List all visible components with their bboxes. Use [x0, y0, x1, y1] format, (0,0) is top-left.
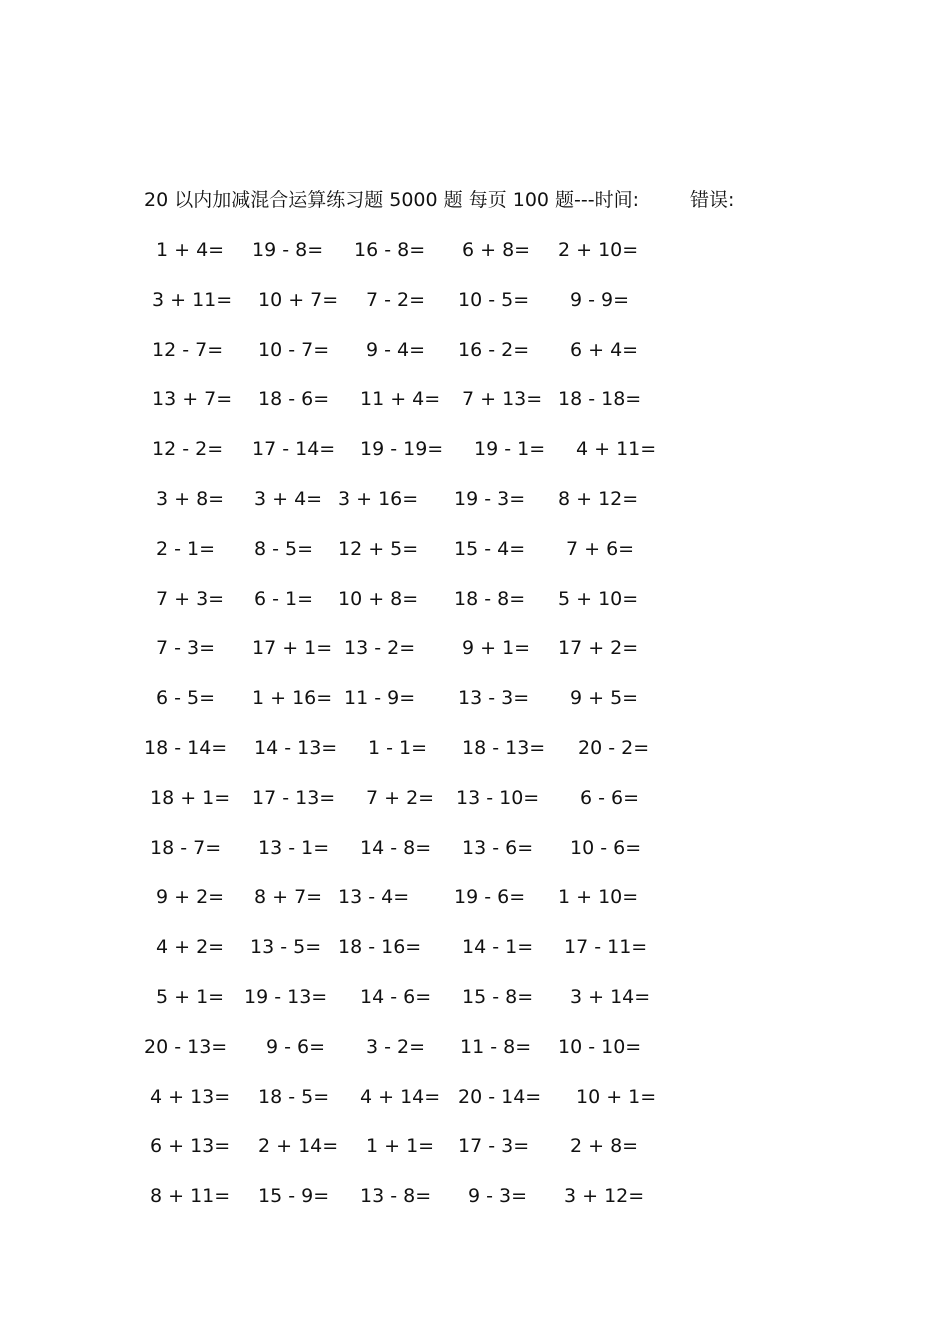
problem-item: 14 - 6=	[360, 985, 432, 1008]
problem-item: 18 + 1=	[150, 786, 231, 809]
problem-item: 4 + 14=	[360, 1085, 441, 1108]
problem-row	[144, 1132, 704, 1182]
problem-item: 3 - 2=	[366, 1035, 426, 1058]
problem-row	[144, 385, 704, 435]
problem-item: 13 - 6=	[462, 836, 534, 859]
problem-item: 18 - 8=	[454, 587, 526, 610]
problem-item: 17 - 11=	[564, 936, 648, 959]
problem-row	[144, 834, 704, 884]
problem-item: 9 - 9=	[570, 288, 630, 311]
problem-item: 18 - 7=	[150, 836, 222, 859]
worksheet-title: 20 以内加减混合运算练习题 5000 题 每页 100 题---时间:	[144, 189, 640, 211]
problem-row	[144, 634, 704, 684]
problem-item: 9 + 5=	[570, 687, 639, 710]
problem-item: 15 - 9=	[258, 1185, 330, 1208]
problem-item: 19 - 13=	[244, 985, 328, 1008]
problem-item: 13 - 2=	[344, 637, 416, 660]
problem-item: 19 - 8=	[252, 239, 324, 261]
problem-item: 3 + 4=	[254, 487, 323, 510]
problem-item: 19 - 19=	[360, 438, 444, 461]
problem-item: 7 - 3=	[156, 637, 216, 660]
problem-item: 10 + 7=	[258, 288, 339, 311]
problem-item: 7 - 2=	[366, 288, 426, 311]
problem-item: 6 - 1=	[254, 587, 314, 610]
problem-item: 2 + 8=	[570, 1135, 639, 1158]
problem-item: 9 - 6=	[266, 1035, 326, 1058]
problem-item: 3 + 16=	[338, 487, 419, 510]
problem-item: 1 + 10=	[558, 886, 639, 909]
problem-item: 12 - 2=	[152, 438, 224, 461]
problem-item: 9 + 1=	[462, 637, 531, 660]
problem-item: 5 + 1=	[156, 985, 225, 1008]
problem-item: 10 - 6=	[570, 836, 642, 859]
problem-item: 19 - 1=	[474, 438, 546, 461]
problem-item: 20 - 14=	[458, 1085, 542, 1108]
problem-item: 4 + 13=	[150, 1085, 231, 1108]
problem-item: 17 - 14=	[252, 438, 336, 461]
problem-item: 2 + 10=	[558, 239, 639, 261]
problem-row	[144, 983, 704, 1033]
problem-item: 3 + 14=	[570, 985, 651, 1008]
problem-item: 4 + 11=	[576, 438, 657, 461]
problem-item: 8 + 12=	[558, 487, 639, 510]
problem-row	[144, 336, 704, 386]
problem-item: 1 + 1=	[366, 1135, 435, 1158]
problem-item: 8 - 5=	[254, 537, 314, 560]
problem-item: 18 - 6=	[258, 388, 330, 411]
problem-item: 3 + 11=	[152, 288, 233, 311]
problem-row	[144, 535, 704, 585]
problem-item: 6 - 5=	[156, 687, 216, 710]
problem-item: 7 + 2=	[366, 786, 435, 809]
problem-item: 7 + 3=	[156, 587, 225, 610]
problem-item: 10 - 10=	[558, 1035, 642, 1058]
problem-item: 3 + 12=	[564, 1185, 645, 1208]
problem-item: 11 + 4=	[360, 388, 441, 411]
problem-item: 13 - 8=	[360, 1185, 432, 1208]
problem-item: 1 + 16=	[252, 687, 333, 710]
problem-item: 10 + 1=	[576, 1085, 657, 1108]
problem-item: 10 - 7=	[258, 338, 330, 361]
problem-item: 10 + 8=	[338, 587, 419, 610]
problem-item: 9 - 3=	[468, 1185, 528, 1208]
problem-item: 6 + 13=	[150, 1135, 231, 1158]
problem-item: 1 - 1=	[368, 736, 428, 759]
problem-item: 7 + 13=	[462, 388, 543, 411]
problem-item: 17 + 2=	[558, 637, 639, 660]
problem-item: 3 + 8=	[156, 487, 225, 510]
problem-row	[144, 236, 704, 286]
problem-item: 9 + 2=	[156, 886, 225, 909]
problem-item: 13 + 7=	[152, 388, 233, 411]
problem-row	[144, 1083, 704, 1133]
problem-row	[144, 684, 704, 734]
problem-item: 8 + 11=	[150, 1185, 231, 1208]
worksheet-header	[144, 186, 735, 214]
problem-item: 12 + 5=	[338, 537, 419, 560]
problem-item: 2 - 1=	[156, 537, 216, 560]
problem-item: 12 - 7=	[152, 338, 224, 361]
problem-item: 4 + 2=	[156, 936, 225, 959]
problem-row	[144, 1033, 704, 1083]
problem-item: 10 - 5=	[458, 288, 530, 311]
problem-item: 14 - 13=	[254, 736, 338, 759]
problem-item: 15 - 8=	[462, 985, 534, 1008]
problem-row	[144, 585, 704, 635]
problem-row	[144, 933, 704, 983]
problem-item: 5 + 10=	[558, 587, 639, 610]
problem-item: 14 - 8=	[360, 836, 432, 859]
problem-grid	[144, 236, 704, 1232]
problem-item: 18 - 16=	[338, 936, 422, 959]
problem-item: 6 + 8=	[462, 239, 531, 261]
problem-item: 6 - 6=	[580, 786, 640, 809]
problem-row	[144, 286, 704, 336]
problem-row	[144, 734, 704, 784]
problem-item: 9 - 4=	[366, 338, 426, 361]
problem-item: 18 - 14=	[144, 736, 228, 759]
problem-item: 6 + 4=	[570, 338, 639, 361]
problem-item: 13 - 1=	[258, 836, 330, 859]
problem-item: 15 - 4=	[454, 537, 526, 560]
problem-item: 17 - 3=	[458, 1135, 530, 1158]
problem-item: 14 - 1=	[462, 936, 534, 959]
problem-item: 16 - 2=	[458, 338, 530, 361]
problem-item: 13 - 10=	[456, 786, 540, 809]
problem-item: 1 + 4=	[156, 239, 225, 261]
problem-item: 19 - 6=	[454, 886, 526, 909]
problem-item: 7 + 6=	[566, 537, 635, 560]
problem-item: 8 + 7=	[254, 886, 323, 909]
problem-item: 13 - 4=	[338, 886, 410, 909]
problem-item: 19 - 3=	[454, 487, 526, 510]
problem-row	[144, 435, 704, 485]
problem-item: 18 - 5=	[258, 1085, 330, 1108]
problem-item: 11 - 8=	[460, 1035, 532, 1058]
problem-row	[144, 485, 704, 535]
problem-item: 2 + 14=	[258, 1135, 339, 1158]
problem-row	[144, 1182, 704, 1232]
problem-row	[144, 883, 704, 933]
problem-item: 20 - 2=	[578, 736, 650, 759]
problem-item: 18 - 18=	[558, 388, 642, 411]
problem-item: 17 - 13=	[252, 786, 336, 809]
problem-item: 20 - 13=	[144, 1035, 228, 1058]
problem-item: 16 - 8=	[354, 239, 426, 261]
problem-item: 18 - 13=	[462, 736, 546, 759]
problem-item: 13 - 5=	[250, 936, 322, 959]
problem-item: 17 + 1=	[252, 637, 333, 660]
problem-row	[144, 784, 704, 834]
errors-label: 错误:	[690, 189, 735, 211]
problem-item: 13 - 3=	[458, 687, 530, 710]
problem-item: 11 - 9=	[344, 687, 416, 710]
